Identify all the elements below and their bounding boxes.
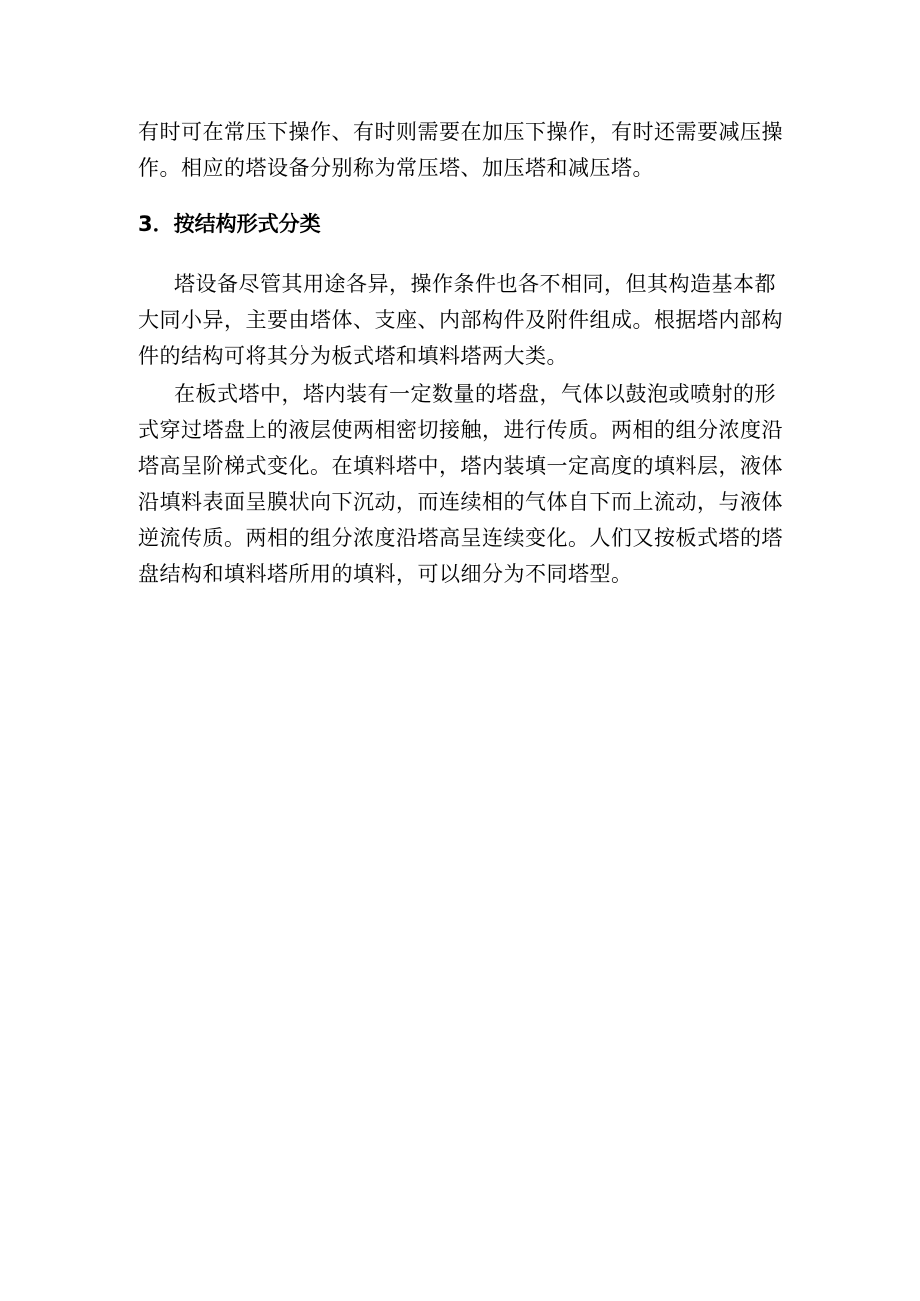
text-line: 塔设备尽管其用途各异，操作条件也各不相同，但其构造基本都	[174, 272, 776, 296]
paragraph-structure-overview	[138, 266, 786, 374]
text-line: 在板式塔中，塔内装有一定数量的塔盘，气体以鼓泡或喷射的形	[174, 382, 776, 406]
text-line: 有时可在常压下操作、有时则需要在加压下操作，有时还需要减压操	[138, 120, 783, 144]
text-line: 逆流传质。两相的组分浓度沿塔高呈连续变化。人们又按板式塔的塔	[138, 526, 783, 550]
section-heading: 3．按结构形式分类	[138, 212, 321, 236]
text-line: 盘结构和填料塔所用的填料，可以细分为不同塔型。	[138, 562, 633, 586]
text-line: 件的结构可将其分为板式塔和填料塔两大类。	[138, 344, 568, 368]
text-line: 作。相应的塔设备分别称为常压塔、加压塔和减压塔。	[138, 156, 654, 180]
text-line: 式穿过塔盘上的液层使两相密切接触，进行传质。两相的组分浓度沿	[138, 418, 783, 442]
text-line: 大同小异，主要由塔体、支座、内部构件及附件组成。根据塔内部构	[138, 308, 783, 332]
intro-paragraph	[138, 114, 786, 186]
paragraph-plate-and-packed-towers	[138, 376, 786, 592]
text-line: 塔高呈阶梯式变化。在填料塔中，塔内装填一定高度的填料层，液体	[138, 454, 783, 478]
spacer	[138, 242, 786, 266]
text-line: 沿填料表面呈膜状向下沉动，而连续相的气体自下而上流动，与液体	[138, 490, 783, 514]
document-body	[138, 114, 786, 592]
